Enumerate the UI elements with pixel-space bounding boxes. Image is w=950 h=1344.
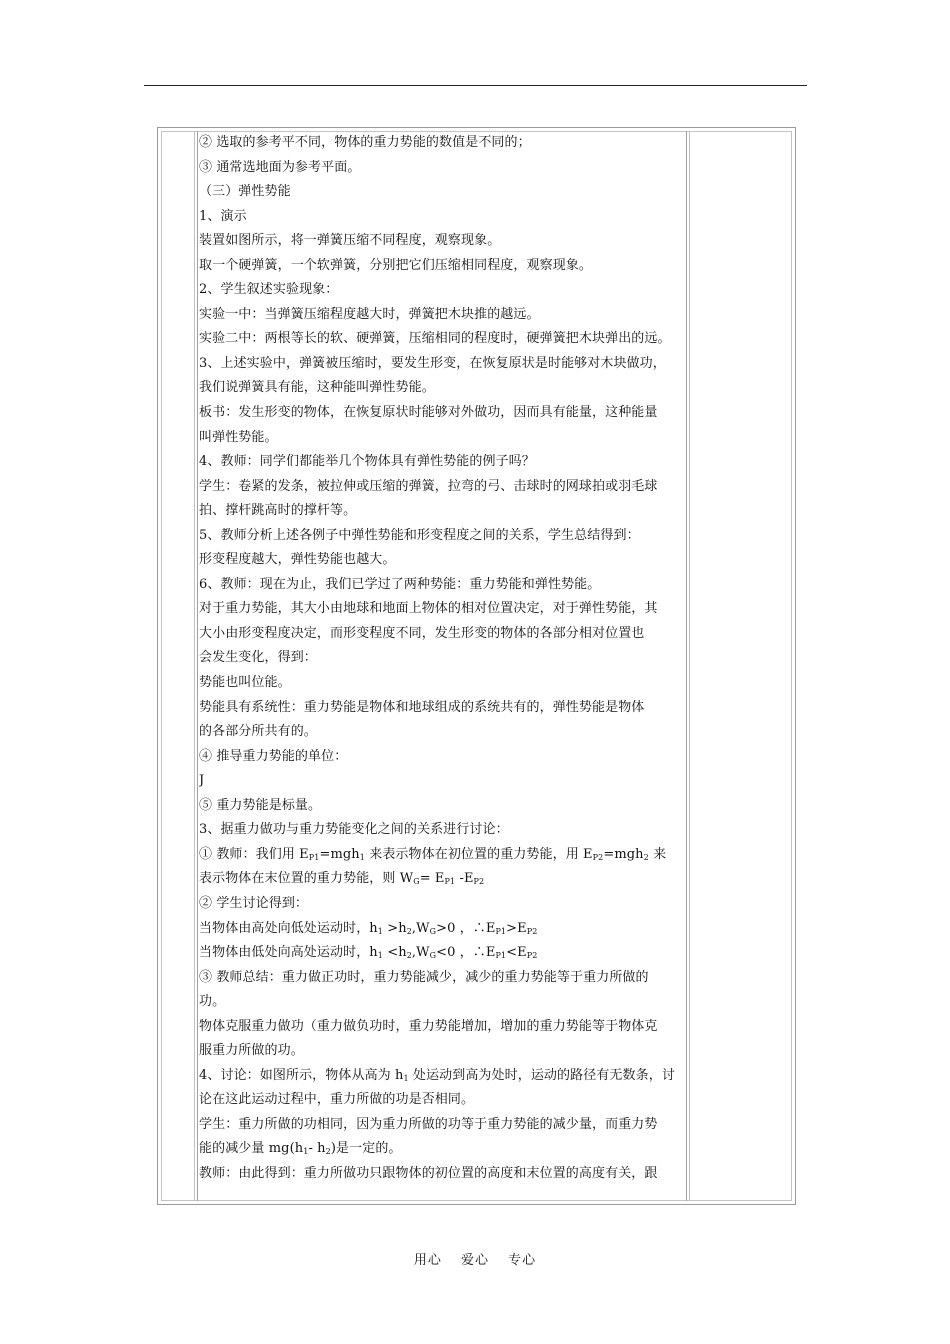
text-line: 实验一中：当弹簧压缩程度越大时，弹簧把木块推的越远。 [199,306,540,322]
text-line: （三）弹性势能 [199,184,291,200]
column-divider [194,131,195,1201]
column-divider [689,131,690,1201]
text-line: 形变程度越大，弹性势能也越大。 [199,552,396,568]
text-line: 能的减少量 $mg(h_1-$ $h_2$)是一定的。 [199,1141,402,1157]
text-line: 装置如图所示，将一弹簧压缩不同程度，观察现象。 [199,233,501,249]
text-line: 学生：重力所做的功相同，因为重力所做的功等于重力势能的减少量，而重力势 [199,1116,658,1132]
text-line: 论在这此运动过程中，重力所做的功是否相同。 [199,1092,475,1108]
text-line: 实验二中：两根等长的软、硬弹簧，压缩相同的程度时，硬弹簧把木块弹出的远。 [199,331,671,347]
page-footer: 用心 爱心 专心 [413,1253,537,1268]
column-divider [197,131,198,1201]
text-line: ③ 通常选地面为参考平面。 [199,159,361,175]
text-line: 大小由形变程度决定，而形变程度不同，发生形变的物体的各部分相对位置也 [199,625,645,641]
text-line: ① 教师：我们用 $E_{P1}=mgh_1$ 来表示物体在初位置的重力势能，用 $E_{P2}=mgh_2$ 来 [199,846,667,862]
text-line: ⑤ 重力势能是标量。 [199,797,322,813]
text-line: 势能也叫位能。 [199,675,291,691]
text-line: J [199,773,205,789]
text-line: 服重力所做的功。 [199,1043,304,1059]
text-line: 当物体由高处向低处运动时，$h_1 >h_2,W_G>0$ ，$\therefore E_{P1}>E_{P2}$ [199,920,538,936]
text-line: 叫弹性势能。 [199,429,278,445]
text-line: ④ 推导重力势能的单位： [199,748,348,764]
text-line: 1、演示 [199,208,247,224]
header-rule [144,85,807,86]
text-line: 3、上述实验中，弹簧被压缩时，要发生形变，在恢复原状是时能够对木块做功， [199,355,666,371]
text-line: 教师：由此得到：重力所做功只跟物体的初位置的高度和末位置的高度有关，跟 [199,1165,658,1181]
text-line: ② 选取的参考平不同，物体的重力势能的数值是不同的； [199,135,531,150]
text-line: ③ 教师总结：重力做正功时，重力势能减少，减少的重力势能等于重力所做的 [199,969,649,985]
text-line: 4、教师：同学们都能举几个物体具有弹性势能的例子吗？ [199,454,535,470]
text-line: 物体克服重力做功（重力做负功时，重力势能增加，增加的重力势能等于物体克 [199,1018,658,1034]
text-line: 拍、撑杆跳高时的撑杆等。 [199,503,357,519]
text-line: 当物体由低处向高处运动时，$h_1 <h_2,W_G<0$ ，$\therefore E_{P1}<E_{P2}$ [199,945,538,961]
text-line: 2、学生叙述实验现象： [199,282,339,298]
text-line: 势能具有系统性：重力势能是物体和地球组成的系统共有的，弹性势能是物体 [199,699,645,715]
text-line: 学生：卷紧的发条，被拉伸或压缩的弹簧，拉弯的弓、击球时的网球拍或羽毛球 [199,478,658,494]
text-line: 取一个硬弹簧，一个软弹簧，分别把它们压缩相同程度，观察现象。 [199,257,593,273]
text-line: 4、讨论：如图所示，物体从高为 $h_1$ 处运动到高为处时，运动的路径有无数条，讨 [199,1067,675,1083]
text-line: 6、教师：现在为止，我们已学过了两种势能：重力势能和弹性势能。 [199,576,601,592]
text-line: 板书：发生形变的物体，在恢复原状时能够对外做功，因而具有能量，这种能量 [199,405,658,421]
text-line: 功。 [199,994,226,1010]
text-line: 会发生变化，得到： [199,650,317,666]
lesson-content [199,131,687,1201]
text-line: 对于重力势能，其大小由地球和地面上物体的相对位置决定，对于弹性势能，其 [199,601,658,617]
text-line: 3、据重力做功与重力势能变化之间的关系进行讨论： [199,822,509,838]
text-line: 5、教师分析上述各例子中弹性势能和形变程度之间的关系，学生总结得到： [199,527,640,543]
text-line: 的各部分所共有的。 [199,724,317,740]
text-line: 表示物体在末位置的重力势能，则 $W_G= E_{P1}$ $-E_{P2}$ [199,871,485,887]
text-line: ② 学生讨论得到： [199,895,309,911]
text-line: 我们说弹簧具有能，这种能叫弹性势能。 [199,380,435,396]
